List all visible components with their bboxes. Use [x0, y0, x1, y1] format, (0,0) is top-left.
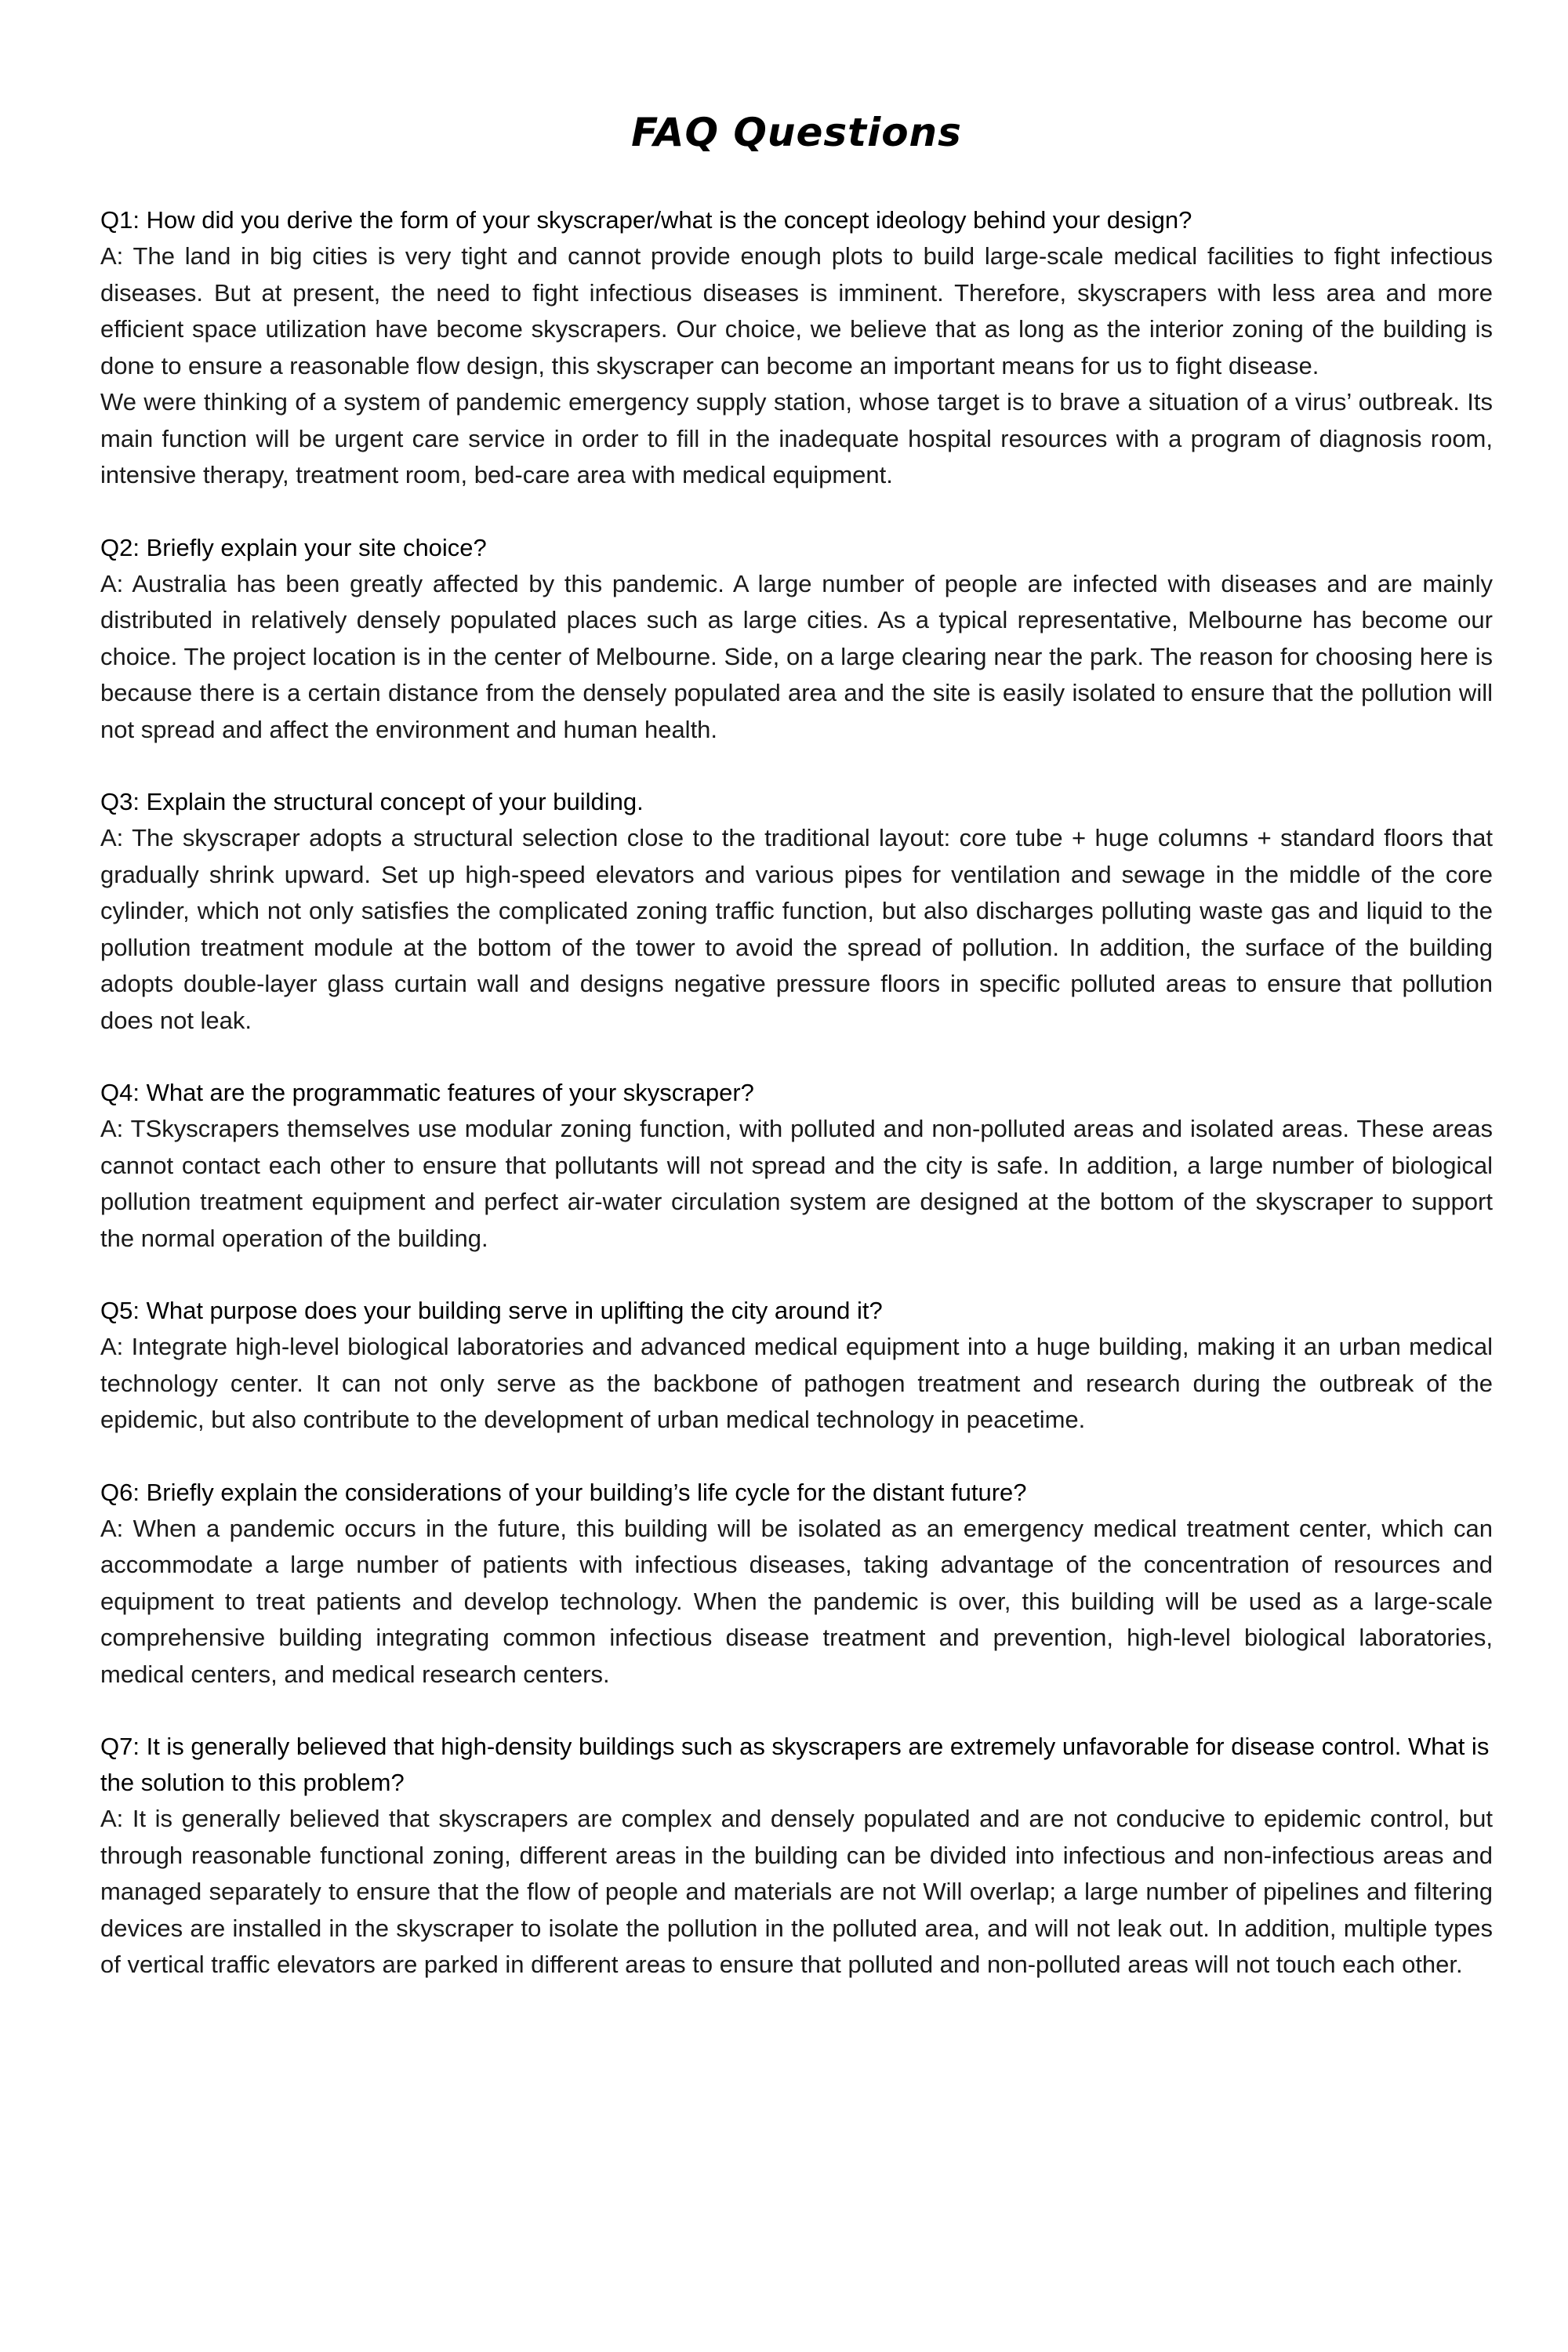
faq-item-7 — [100, 1729, 1493, 1984]
faq-item-3 — [100, 784, 1493, 1039]
answer-5: A: Integrate high-level biological laboratories and advanced medical equipment into a huge building, making it an urban medical technology center. It can not only serve as the backbone of pathogen treatment and research during the outbreak of the epidemic, but also contribute to the development of urban medical technology in peacetime. — [100, 1333, 1493, 1433]
answer-6: A: When a pandemic occurs in the future, this building will be isolated as an emergency medical treatment center, which can accommodate a large number of patients with infectious diseases, taking advantage of the concentration of resources and equipment to treat patients and develop technology. When the pandemic is over, this building will be used as a large-scale comprehensive building integrating common infectious disease treatment and prevention, high-level biological laboratories, medical centers, and medical research centers. — [100, 1514, 1493, 1688]
question-6: Q6: Briefly explain the considerations of your building’s life cycle for the distant future? — [100, 1478, 1027, 1506]
faq-item-5 — [100, 1293, 1493, 1439]
answer-2: A: Australia has been greatly affected by this pandemic. A large number of people are infected with diseases and are mainly distributed in relatively densely populated places such as large cities. As a typical representative, Melbourne has become our choice. The project location is in the center of Melbourne. Side, on a large clearing near the park. The reason for choosing here is because there is a certain distance from the densely populated area and the site is easily isolated to ensure that the pollution will not spread and affect the environment and human health. — [100, 569, 1493, 743]
faq-item-6 — [100, 1475, 1493, 1693]
question-4: Q4: What are the programmatic features of your skyscraper? — [100, 1079, 754, 1106]
answer-7: A: It is generally believed that skyscrapers are complex and densely populated and are not conducive to epidemic control, but through reasonable functional zoning, different areas in the building can be divided into infectious and non-infectious areas and managed separately to ensure that the flow of people and materials are not Will overlap; a large number of pipelines and filtering devices are installed in the skyscraper to isolate the pollution in the polluted area, and will not leak out. In addition, multiple types of vertical traffic elevators are parked in different areas to ensure that polluted and non-polluted areas will not touch each other. — [100, 1805, 1493, 1978]
faq-document — [100, 110, 1493, 2020]
answer-3: A: The skyscraper adopts a structural selection close to the traditional layout: core tube + huge columns + standard floors that gradually shrink upward. Set up high-speed elevators and various pipes for ventilation and sewage in the middle of the core cylinder, which not only satisfies the complicated zoning traffic function, but also discharges polluting waste gas and liquid to the pollution treatment module at the bottom of the tower to avoid the spread of pollution. In addition, the surface of the building adopts double-layer glass curtain wall and designs negative pressure floors in specific polluted areas to ensure that pollution does not leak. — [100, 824, 1493, 1034]
answer-1-paragraph-2: We were thinking of a system of pandemic emergency supply station, whose target is to brave a situation of a virus’ outbreak. Its main function will be urgent care service in order to fill in the inadequate hospital resources with a program of diagnosis room, intensive therapy, treatment room, bed-care area with medical equipment. — [100, 388, 1493, 488]
question-2: Q2: Briefly explain your site choice? — [100, 533, 487, 561]
faq-item-4 — [100, 1075, 1493, 1257]
faq-item-2 — [100, 530, 1493, 749]
question-1: Q1: How did you derive the form of your skyscraper/what is the concept ideology behind your design? — [100, 206, 1192, 234]
answer-4: A: TSkyscrapers themselves use modular zoning function, with polluted and non-polluted areas and isolated areas. These areas cannot contact each other to ensure that pollutants will not spread and the city is safe. In addition, a large number of biological pollution treatment equipment and perfect air-water circulation system are designed at the bottom of the skyscraper to support the normal operation of the building. — [100, 1115, 1493, 1252]
page-title: FAQ Questions — [631, 110, 962, 155]
faq-item-1 — [100, 202, 1493, 494]
question-3: Q3: Explain the structural concept of your building. — [100, 788, 644, 815]
question-5: Q5: What purpose does your building serve in uplifting the city around it? — [100, 1297, 883, 1324]
question-7: Q7: It is generally believed that high-density buildings such as skyscrapers are extremely unfavorable for disease control. What is the solution to this problem? — [100, 1733, 1490, 1796]
answer-1-paragraph-1: A: The land in big cities is very tight and cannot provide enough plots to build large-scale medical facilities to fight infectious diseases. But at present, the need to fight infectious diseases is imminent. Therefore, skyscrapers with less area and more efficient space utilization have become skyscrapers. Our choice, we believe that as long as the interior zoning of the building is done to ensure a reasonable flow design, this skyscraper can become an important means for us to fight disease. — [100, 242, 1493, 379]
